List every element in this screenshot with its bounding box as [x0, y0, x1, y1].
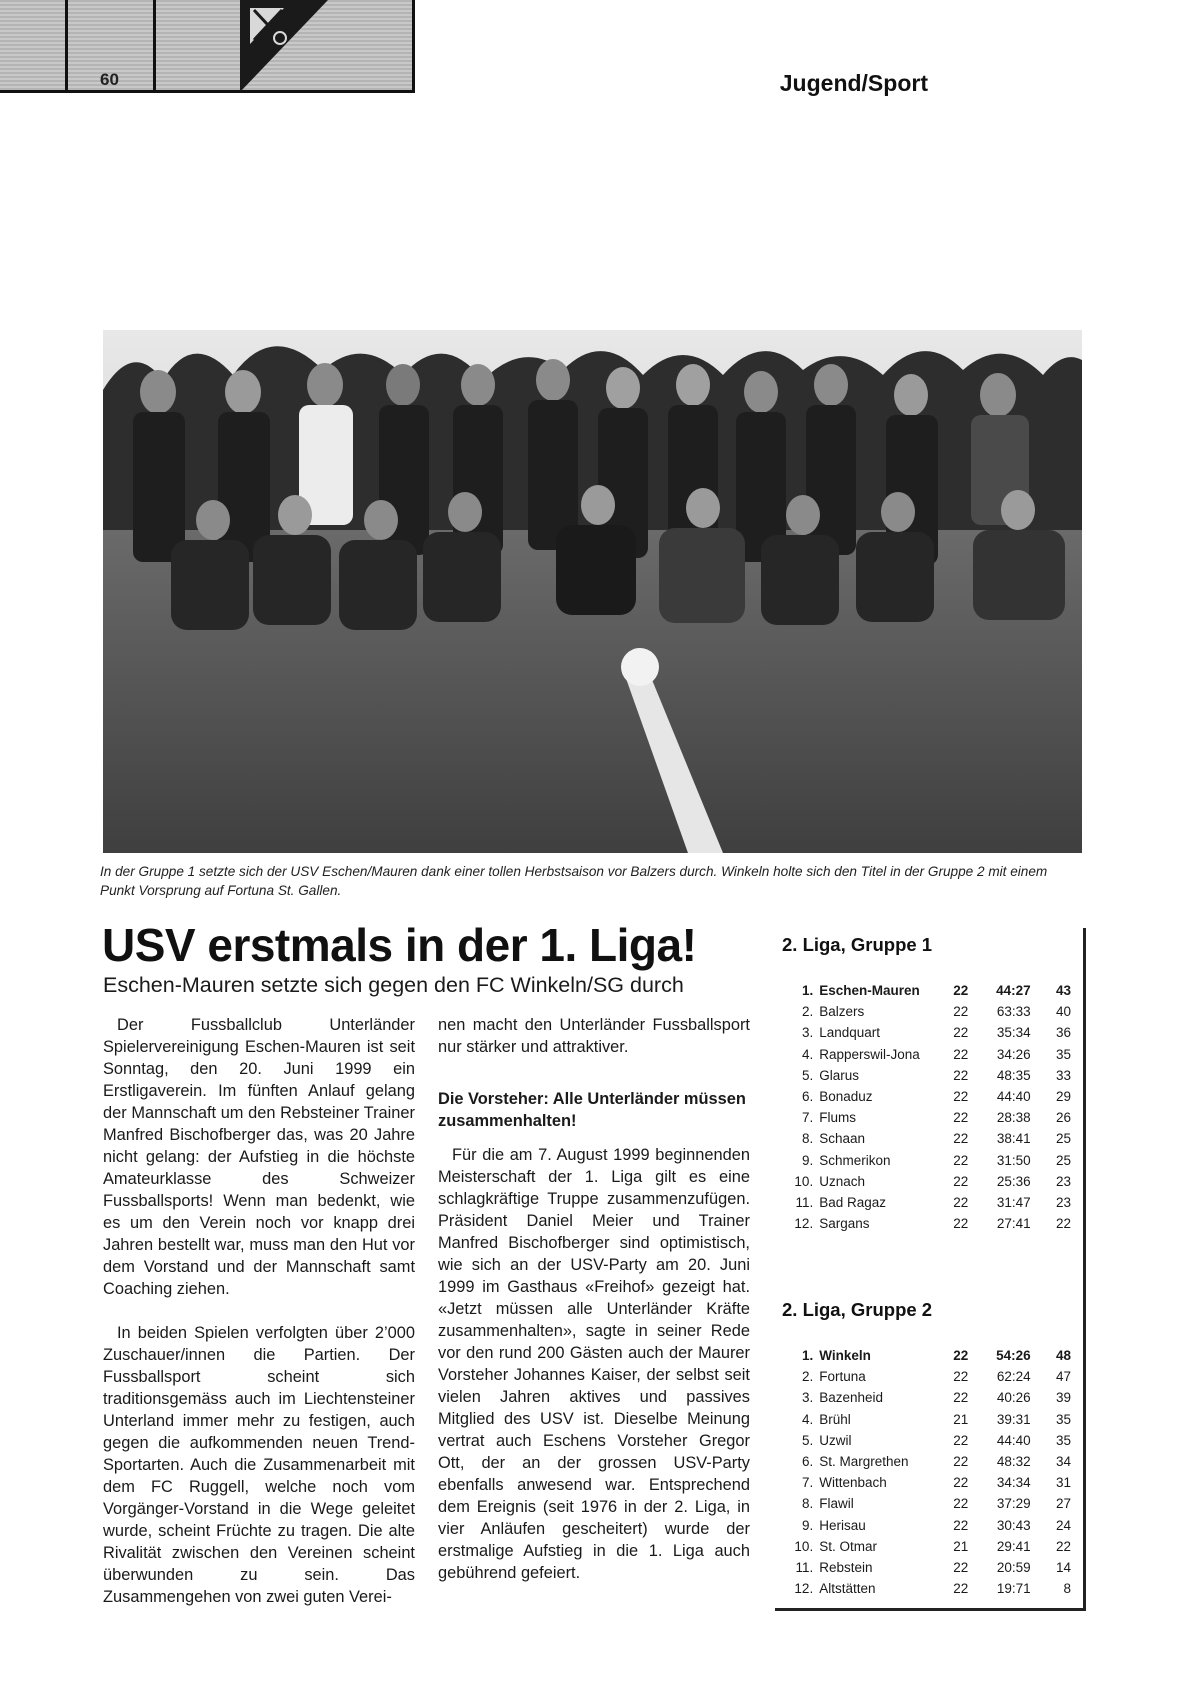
points-cell: 40	[1055, 1004, 1071, 1020]
games-cell: 22	[953, 1152, 969, 1168]
games-cell: 22	[953, 1454, 969, 1470]
goals-cell: 54:26	[996, 1348, 1031, 1364]
points-cell: 22	[1055, 1216, 1071, 1232]
photo-caption: In der Gruppe 1 setzte sich der USV Eschen/Mauren dank einer tollen Herbstsaison vor Balzers durch. Winkeln holte sich den Titel in der Gruppe 2 mit einem Punkt Vorsprung auf Fortuna St. Gallen.	[100, 864, 1048, 898]
rank-cell: 11.	[795, 1194, 814, 1210]
table-row	[789, 1557, 1071, 1578]
rank-cell: 12.	[794, 1581, 814, 1597]
points-cell: 35	[1055, 1046, 1071, 1062]
goals-cell: 34:26	[996, 1046, 1031, 1062]
goals-cell: 31:47	[996, 1194, 1031, 1210]
points-cell: 36	[1055, 1025, 1071, 1041]
rank-cell: 5.	[801, 1067, 814, 1083]
games-cell: 22	[953, 1173, 969, 1189]
team-cell: Uznach	[819, 1173, 865, 1189]
points-cell: 39	[1055, 1390, 1071, 1406]
games-cell: 22	[953, 1025, 969, 1041]
goals-cell: 48:32	[996, 1454, 1031, 1470]
article-subheading: Die Vorsteher: Alle Unterländer müssen zusammenhalten!	[438, 1090, 746, 1130]
points-cell: 34	[1055, 1454, 1071, 1470]
team-cell: Bad Ragaz	[819, 1194, 886, 1210]
header-base-line	[0, 90, 415, 93]
games-cell: 21	[953, 1411, 969, 1427]
goals-cell: 39:31	[996, 1411, 1031, 1427]
games-cell: 22	[953, 1004, 969, 1020]
article-column-2	[438, 1014, 750, 1584]
goals-cell: 40:26	[996, 1390, 1031, 1406]
table-row	[789, 1366, 1071, 1387]
table-row	[789, 1044, 1071, 1065]
points-cell: 47	[1055, 1369, 1071, 1385]
team-cell: Brühl	[819, 1411, 851, 1427]
article-paragraph: Für die am 7. August 1999 beginnenden Meisterschaft der 1. Liga gilt es eine schlagkräftige Truppe zusammenzufügen. Präsident Daniel Meier und Trainer Manfred Bischofberger sind optimistisch, wie sich an der USV-Party am 20. Juni 1999 im Gasthaus «Freihof» gezeigt hat. «Jetzt müssen alle Unterländer Kräfte zusammenhalten», sagte in seiner Rede vor den rund 200 Gästen auch der Maurer Vorsteher Johannes Kaiser, der selbst seit vielen Jahren aktives und passives Mitglied des USV ist. Dieselbe Meinung vertrat auch Eschens Vorsteher Gregor Ott, der an der grossen USV-Party ebenfalls anwesend war. Entsprechend dem Ereignis (seit 1976 in der 2. Liga, in vier Anläufen gescheitert) wurde der erstmalige Aufstieg in die 1. Liga auch gebührend gefeiert.	[438, 1146, 750, 1582]
team-cell: Rebstein	[819, 1559, 873, 1575]
games-cell: 22	[953, 1131, 969, 1147]
crest-icon	[240, 0, 328, 92]
team-cell: Glarus	[819, 1067, 859, 1083]
rank-cell: 3.	[801, 1025, 814, 1041]
points-cell: 23	[1055, 1194, 1071, 1210]
goals-cell: 29:41	[996, 1538, 1031, 1554]
team-cell: Bonaduz	[819, 1089, 873, 1105]
points-cell: 25	[1055, 1131, 1071, 1147]
header-divider	[153, 0, 156, 92]
league-table-gruppe-1	[789, 980, 1071, 1234]
games-cell: 22	[953, 1369, 969, 1385]
rank-cell: 9.	[801, 1517, 814, 1533]
table-row	[789, 1430, 1071, 1451]
rank-cell: 1.	[801, 983, 814, 999]
points-cell: 14	[1055, 1559, 1071, 1575]
team-cell: Wittenbach	[819, 1475, 887, 1491]
team-cell: Flums	[819, 1110, 856, 1126]
table-row	[789, 1150, 1071, 1171]
table-row	[789, 980, 1071, 1001]
team-cell: St. Margrethen	[819, 1454, 909, 1470]
points-cell: 35	[1055, 1411, 1071, 1427]
league-tables-box	[775, 928, 1086, 1611]
table-row	[789, 1107, 1071, 1128]
table-row	[789, 1515, 1071, 1536]
points-cell: 33	[1055, 1067, 1071, 1083]
points-cell: 25	[1055, 1152, 1071, 1168]
rank-cell: 5.	[801, 1432, 814, 1448]
page-number: 60	[100, 70, 119, 89]
rank-cell: 4.	[801, 1046, 814, 1062]
article-subheadline: Eschen-Mauren setzte sich gegen den FC Winkeln/SG durch	[103, 973, 684, 997]
points-cell: 43	[1055, 983, 1071, 999]
table-row	[789, 1387, 1071, 1408]
team-cell: Flawil	[819, 1496, 854, 1512]
table-row	[789, 1128, 1071, 1149]
points-cell: 8	[1063, 1581, 1071, 1597]
games-cell: 22	[953, 1110, 969, 1126]
team-cell: Balzers	[819, 1004, 865, 1020]
goals-cell: 44:27	[996, 983, 1031, 999]
rank-cell: 6.	[801, 1454, 814, 1470]
rank-cell: 11.	[795, 1559, 814, 1575]
table-row	[789, 1409, 1071, 1430]
team-cell: Schmerikon	[819, 1152, 891, 1168]
rank-cell: 3.	[801, 1390, 814, 1406]
table-row	[789, 1065, 1071, 1086]
rank-cell: 12.	[794, 1216, 814, 1232]
table-row	[789, 1171, 1071, 1192]
goals-cell: 38:41	[996, 1131, 1031, 1147]
header-band	[0, 0, 415, 92]
article-paragraph: nen macht den Unterländer Fussballsport nur stärker und attraktiver.	[438, 1016, 750, 1056]
games-cell: 22	[953, 1348, 969, 1364]
rank-cell: 7.	[801, 1110, 814, 1126]
table-title-gruppe-1: 2. Liga, Gruppe 1	[782, 934, 933, 955]
games-cell: 22	[953, 1475, 969, 1491]
rank-cell: 2.	[801, 1004, 814, 1020]
rank-cell: 10.	[794, 1538, 814, 1554]
table-row	[789, 1578, 1071, 1599]
team-cell: Bazenheid	[819, 1390, 884, 1406]
games-cell: 22	[953, 1581, 969, 1597]
team-cell: Eschen-Mauren	[819, 983, 920, 999]
games-cell: 22	[953, 1046, 969, 1062]
article-paragraph: In beiden Spielen verfolgten über 2’000 Zuschauer/innen die Partien. Der Fussballsport scheint sich traditionsgemäss auch im Liechtensteiner Unterland immer mehr zu festigen, auch gegen die aufkommenden neuen Trend-Sportarten. Auch die Zusammenarbeit mit dem FC Ruggell, welche noch vom Vorgänger-Vorstand in die Wege geleitet wurde, scheint Früchte zu tragen. Die alte Rivalität zwischen den Vereinen scheint überwunden zu sein. Das Zusammengehen von zwei guten Verei-	[103, 1324, 415, 1606]
games-cell: 22	[953, 1194, 969, 1210]
rank-cell: 9.	[801, 1152, 814, 1168]
team-cell: Uzwil	[819, 1432, 852, 1448]
games-cell: 22	[953, 1432, 969, 1448]
games-cell: 22	[953, 1089, 969, 1105]
points-cell: 29	[1055, 1089, 1071, 1105]
table-title-gruppe-2: 2. Liga, Gruppe 2	[782, 1299, 933, 1320]
games-cell: 22	[953, 1559, 969, 1575]
rank-cell: 4.	[801, 1411, 814, 1427]
goals-cell: 44:40	[996, 1089, 1031, 1105]
table-row	[789, 1536, 1071, 1557]
points-cell: 23	[1055, 1173, 1071, 1189]
rank-cell: 2.	[801, 1369, 814, 1385]
points-cell: 31	[1055, 1475, 1071, 1491]
goals-cell: 37:29	[996, 1496, 1031, 1512]
goals-cell: 19:71	[996, 1581, 1031, 1597]
points-cell: 27	[1055, 1496, 1071, 1512]
games-cell: 22	[953, 1496, 969, 1512]
table-row	[789, 1192, 1071, 1213]
goals-cell: 44:40	[996, 1432, 1031, 1448]
table-row	[789, 1493, 1071, 1514]
header-divider	[65, 0, 68, 92]
table-row	[789, 1472, 1071, 1493]
team-cell: Fortuna	[819, 1369, 866, 1385]
points-cell: 26	[1055, 1110, 1071, 1126]
table-row	[789, 1001, 1071, 1022]
games-cell: 22	[953, 1216, 969, 1232]
team-cell: Herisau	[819, 1517, 866, 1533]
games-cell: 22	[953, 1517, 969, 1533]
goals-cell: 34:34	[996, 1475, 1031, 1491]
games-cell: 22	[953, 1067, 969, 1083]
goals-cell: 27:41	[996, 1216, 1031, 1232]
goals-cell: 48:35	[996, 1067, 1031, 1083]
team-cell: Sargans	[819, 1216, 870, 1232]
points-cell: 24	[1055, 1517, 1071, 1533]
points-cell: 35	[1055, 1432, 1071, 1448]
goals-cell: 35:34	[996, 1025, 1031, 1041]
rank-cell: 6.	[801, 1089, 814, 1105]
team-cell: Schaan	[819, 1131, 865, 1147]
goals-cell: 30:43	[996, 1517, 1031, 1533]
rank-cell: 10.	[794, 1173, 814, 1189]
team-cell: Rapperswil-Jona	[819, 1046, 920, 1062]
table-row	[789, 1451, 1071, 1472]
rank-cell: 7.	[801, 1475, 814, 1491]
rank-cell: 8.	[801, 1496, 814, 1512]
rank-cell: 1.	[801, 1348, 814, 1364]
points-cell: 22	[1055, 1538, 1071, 1554]
goals-cell: 63:33	[996, 1004, 1031, 1020]
table-row	[789, 1086, 1071, 1107]
league-table-gruppe-2	[789, 1345, 1071, 1599]
header-divider	[412, 0, 415, 92]
section-title: Jugend/Sport	[779, 70, 928, 96]
article-headline: USV erstmals in der 1. Liga!	[102, 919, 697, 971]
table-row	[789, 1213, 1071, 1234]
games-cell: 21	[953, 1538, 969, 1554]
goals-cell: 20:59	[996, 1559, 1031, 1575]
games-cell: 22	[953, 1390, 969, 1406]
points-cell: 48	[1055, 1348, 1071, 1364]
table-row	[789, 1022, 1071, 1043]
table-row	[789, 1345, 1071, 1366]
team-photo	[103, 330, 1082, 853]
article-column-1	[103, 1014, 415, 1608]
games-cell: 22	[953, 983, 969, 999]
goals-cell: 31:50	[996, 1152, 1031, 1168]
goals-cell: 25:36	[996, 1173, 1031, 1189]
goals-cell: 28:38	[996, 1110, 1031, 1126]
team-cell: Altstätten	[819, 1581, 876, 1597]
rank-cell: 8.	[801, 1131, 814, 1147]
team-cell: St. Otmar	[819, 1538, 877, 1554]
goals-cell: 62:24	[996, 1369, 1031, 1385]
article-paragraph: Der Fussballclub Unterländer Spielervereinigung Eschen-Mauren ist seit Sonntag, den 20. Juni 1999 ein Erstligaverein. Im fünften Anlauf gelang der Mannschaft um den Rebsteiner Trainer Manfred Bischofberger das, was 20 Jahre nicht gelang: der Aufstieg in die höchste Amateurklasse des Schweizer Fussballsports! Wenn man bedenkt, wie es um den Verein noch vor knapp drei Jahren bestellt war, muss man den Hut vor dem Vorstand und der Mannschaft samt Coaching ziehen.	[103, 1016, 415, 1298]
team-cell: Landquart	[819, 1025, 881, 1041]
team-cell: Winkeln	[819, 1348, 871, 1364]
